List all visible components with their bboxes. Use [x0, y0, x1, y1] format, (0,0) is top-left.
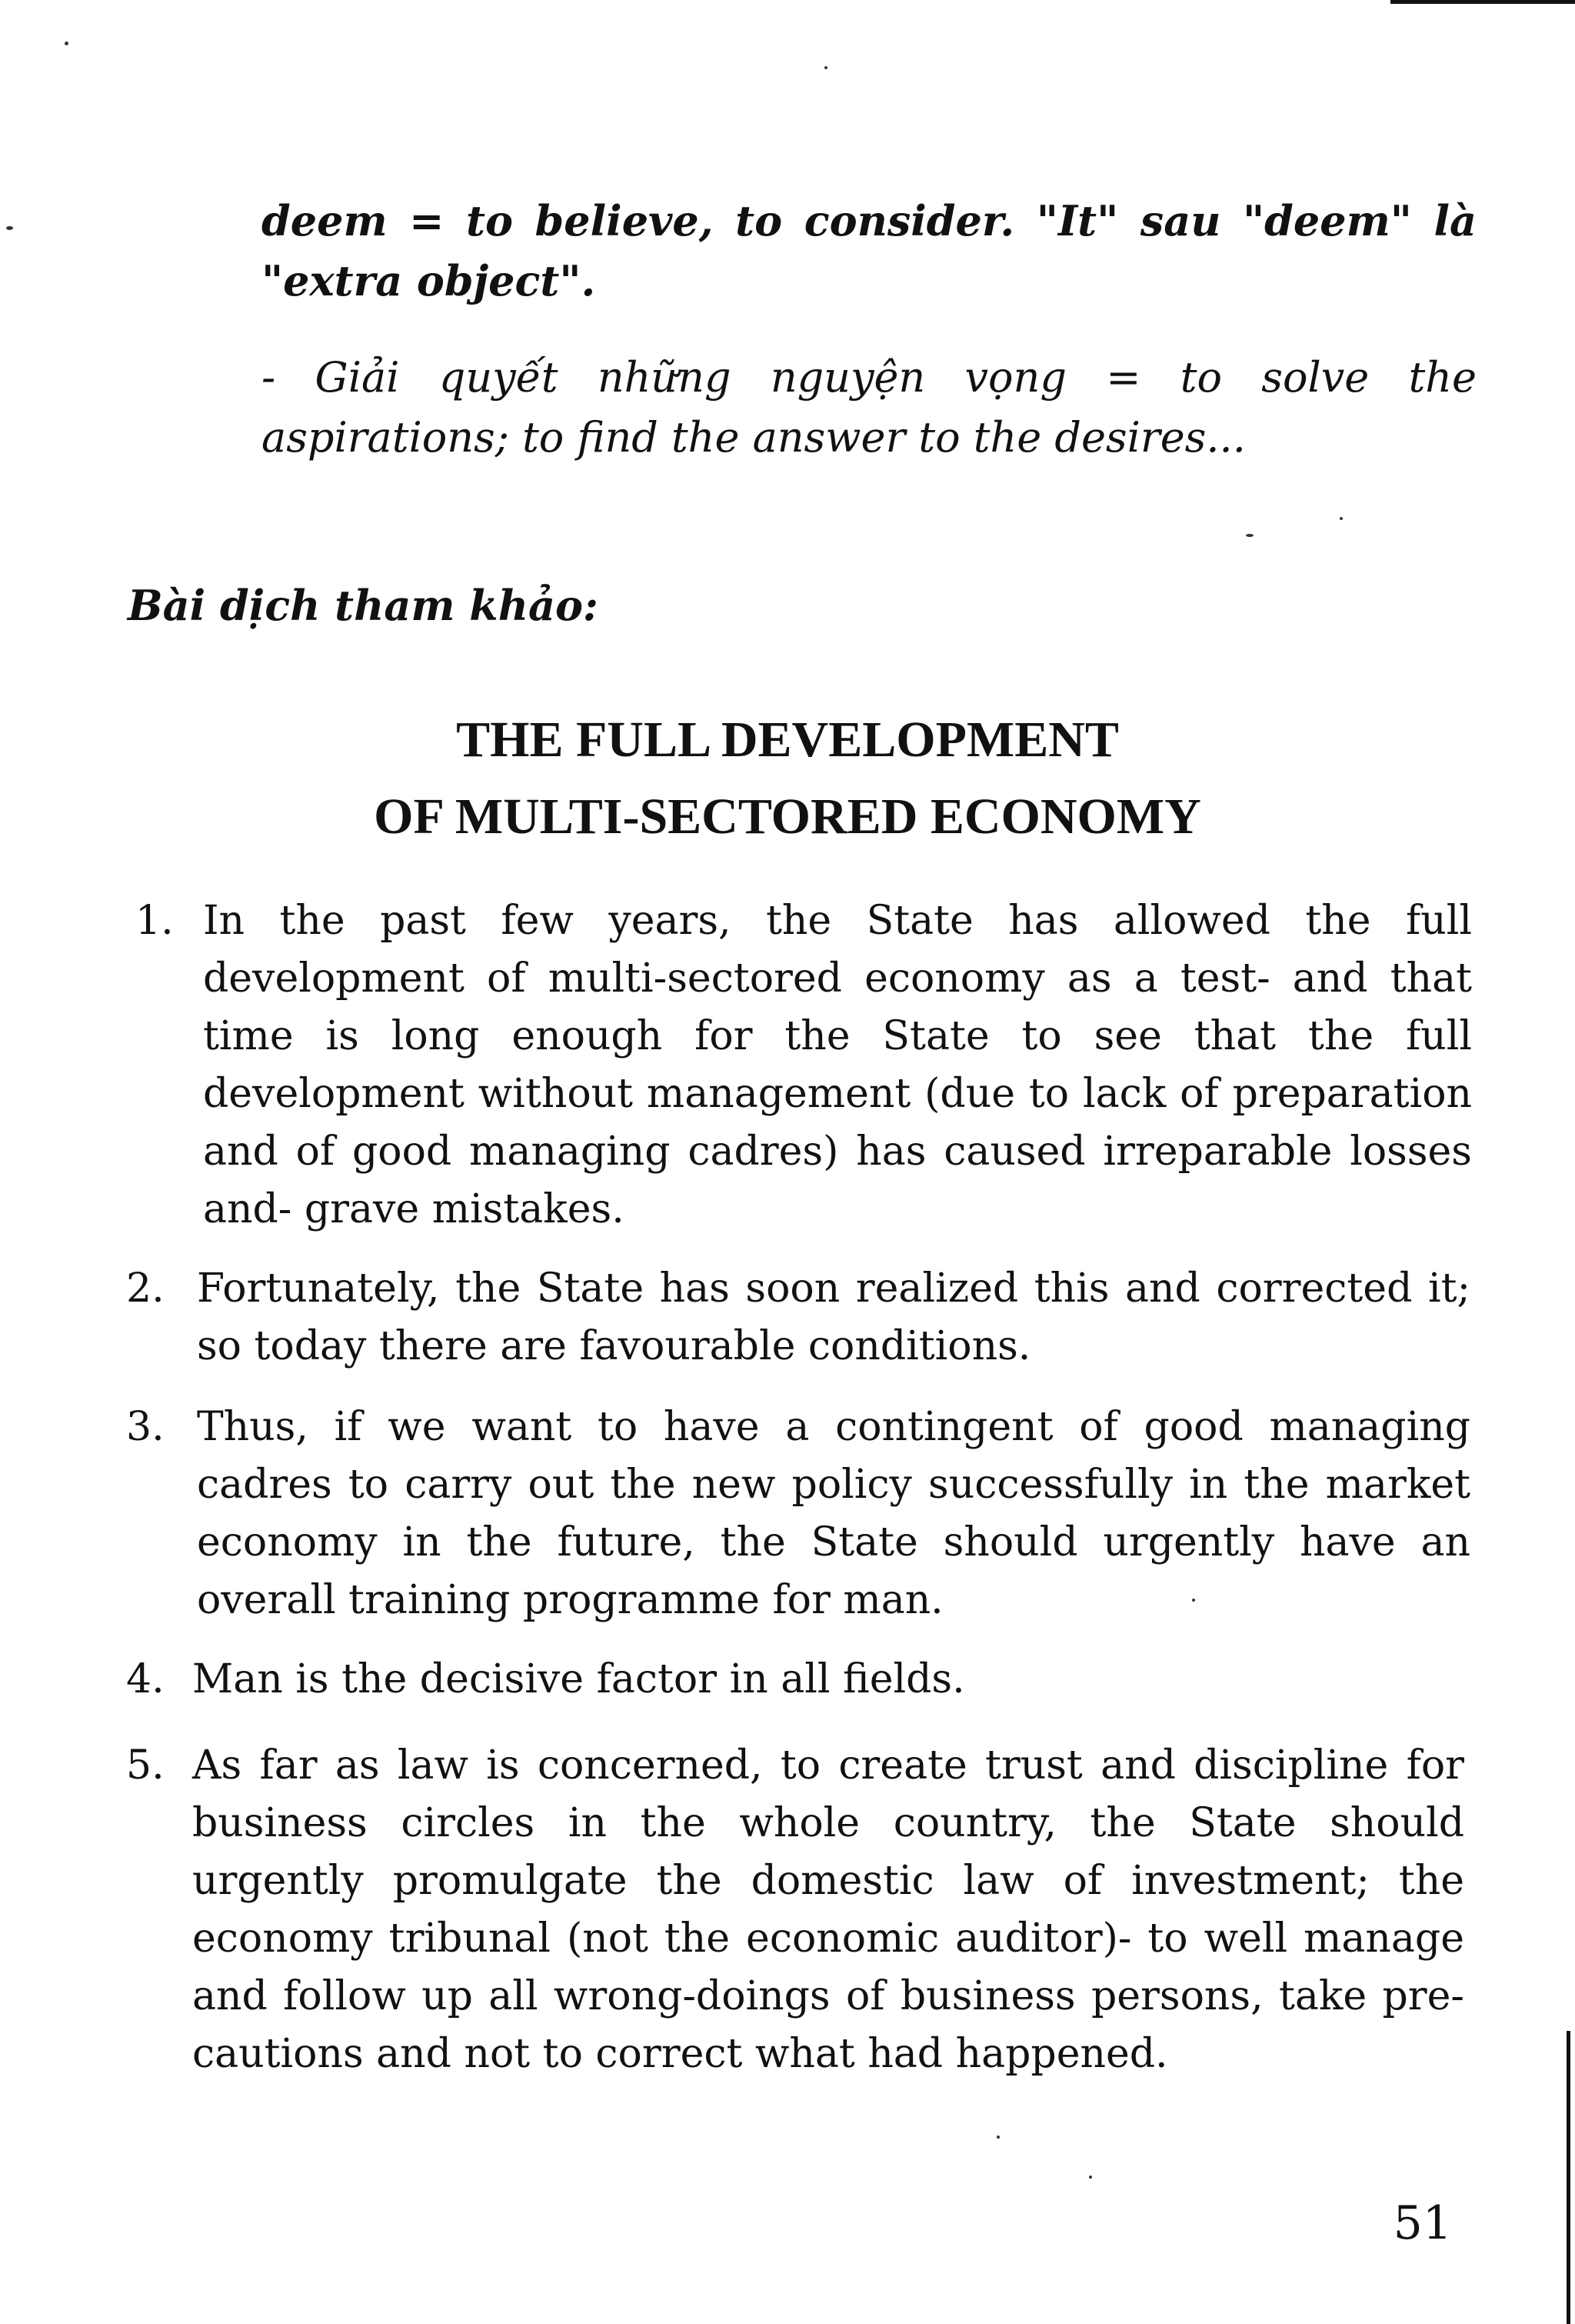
list-item-number: 3.	[126, 1404, 165, 1450]
list-item-number: 4.	[126, 1656, 165, 1702]
list-item-text: As far as law is concerned, to create trust and discipline for business circles in the whole country, the State should urgently promulgate the domestic law of investment; the economy tribunal (not the economic auditor)- to well manage and follow up all wrong-doings of business persons, take pre-cautions and not to correct what had happened.	[192, 1742, 1464, 2077]
list-item-text: Thus, if we want to have a contingent of good managing cadres to carry out the new policy successfully in the market economy in the future, the State should urgently have an overall training programme for man.	[197, 1404, 1470, 1623]
title-line-1: THE FULL DEVELOPMENT	[456, 712, 1119, 768]
page-title	[0, 702, 1575, 855]
list-item-number: 2.	[126, 1265, 165, 1312]
scan-speck	[65, 42, 68, 45]
scan-edge-top	[1390, 0, 1575, 4]
scan-speck	[1340, 517, 1343, 520]
list-item-number: 1.	[135, 898, 174, 944]
scan-edge-right	[1567, 2031, 1570, 2324]
list-item-text: Fortunately, the State has soon realized this and corrected it; so today there are favourable conditions.	[197, 1265, 1470, 1369]
title-line-2: OF MULTI-SECTORED ECONOMY	[374, 789, 1201, 845]
vocabulary-note-aspirations: - Giải quyết những nguyện vọng = to solve the aspirations; to find the answer to the desires...	[261, 353, 1477, 462]
list-item-number: 5.	[126, 1742, 165, 1789]
scan-speck	[997, 2136, 1000, 2139]
scan-speck	[1089, 2176, 1092, 2179]
scan-speck	[1246, 534, 1254, 537]
scan-speck	[6, 226, 13, 230]
list-item-text: Man is the decisive factor in all fields.	[192, 1656, 965, 1702]
vocabulary-note-deem: deem = to believe, to consider. "It" sau "deem" là "extra object".	[261, 196, 1477, 305]
list-item-text: In the past few years, the State has allowed the full development of multi-sectored economy as a test- and that time is long enough for the State to see that the full development without management (due to lack of preparation and of good managing cadres) has caused irreparable losses and- grave mistakes.	[203, 898, 1472, 1232]
page-number: 51	[1393, 2196, 1452, 2250]
scan-speck	[824, 66, 827, 69]
reference-translation-heading: Bài dịch tham khảo:	[128, 581, 598, 630]
